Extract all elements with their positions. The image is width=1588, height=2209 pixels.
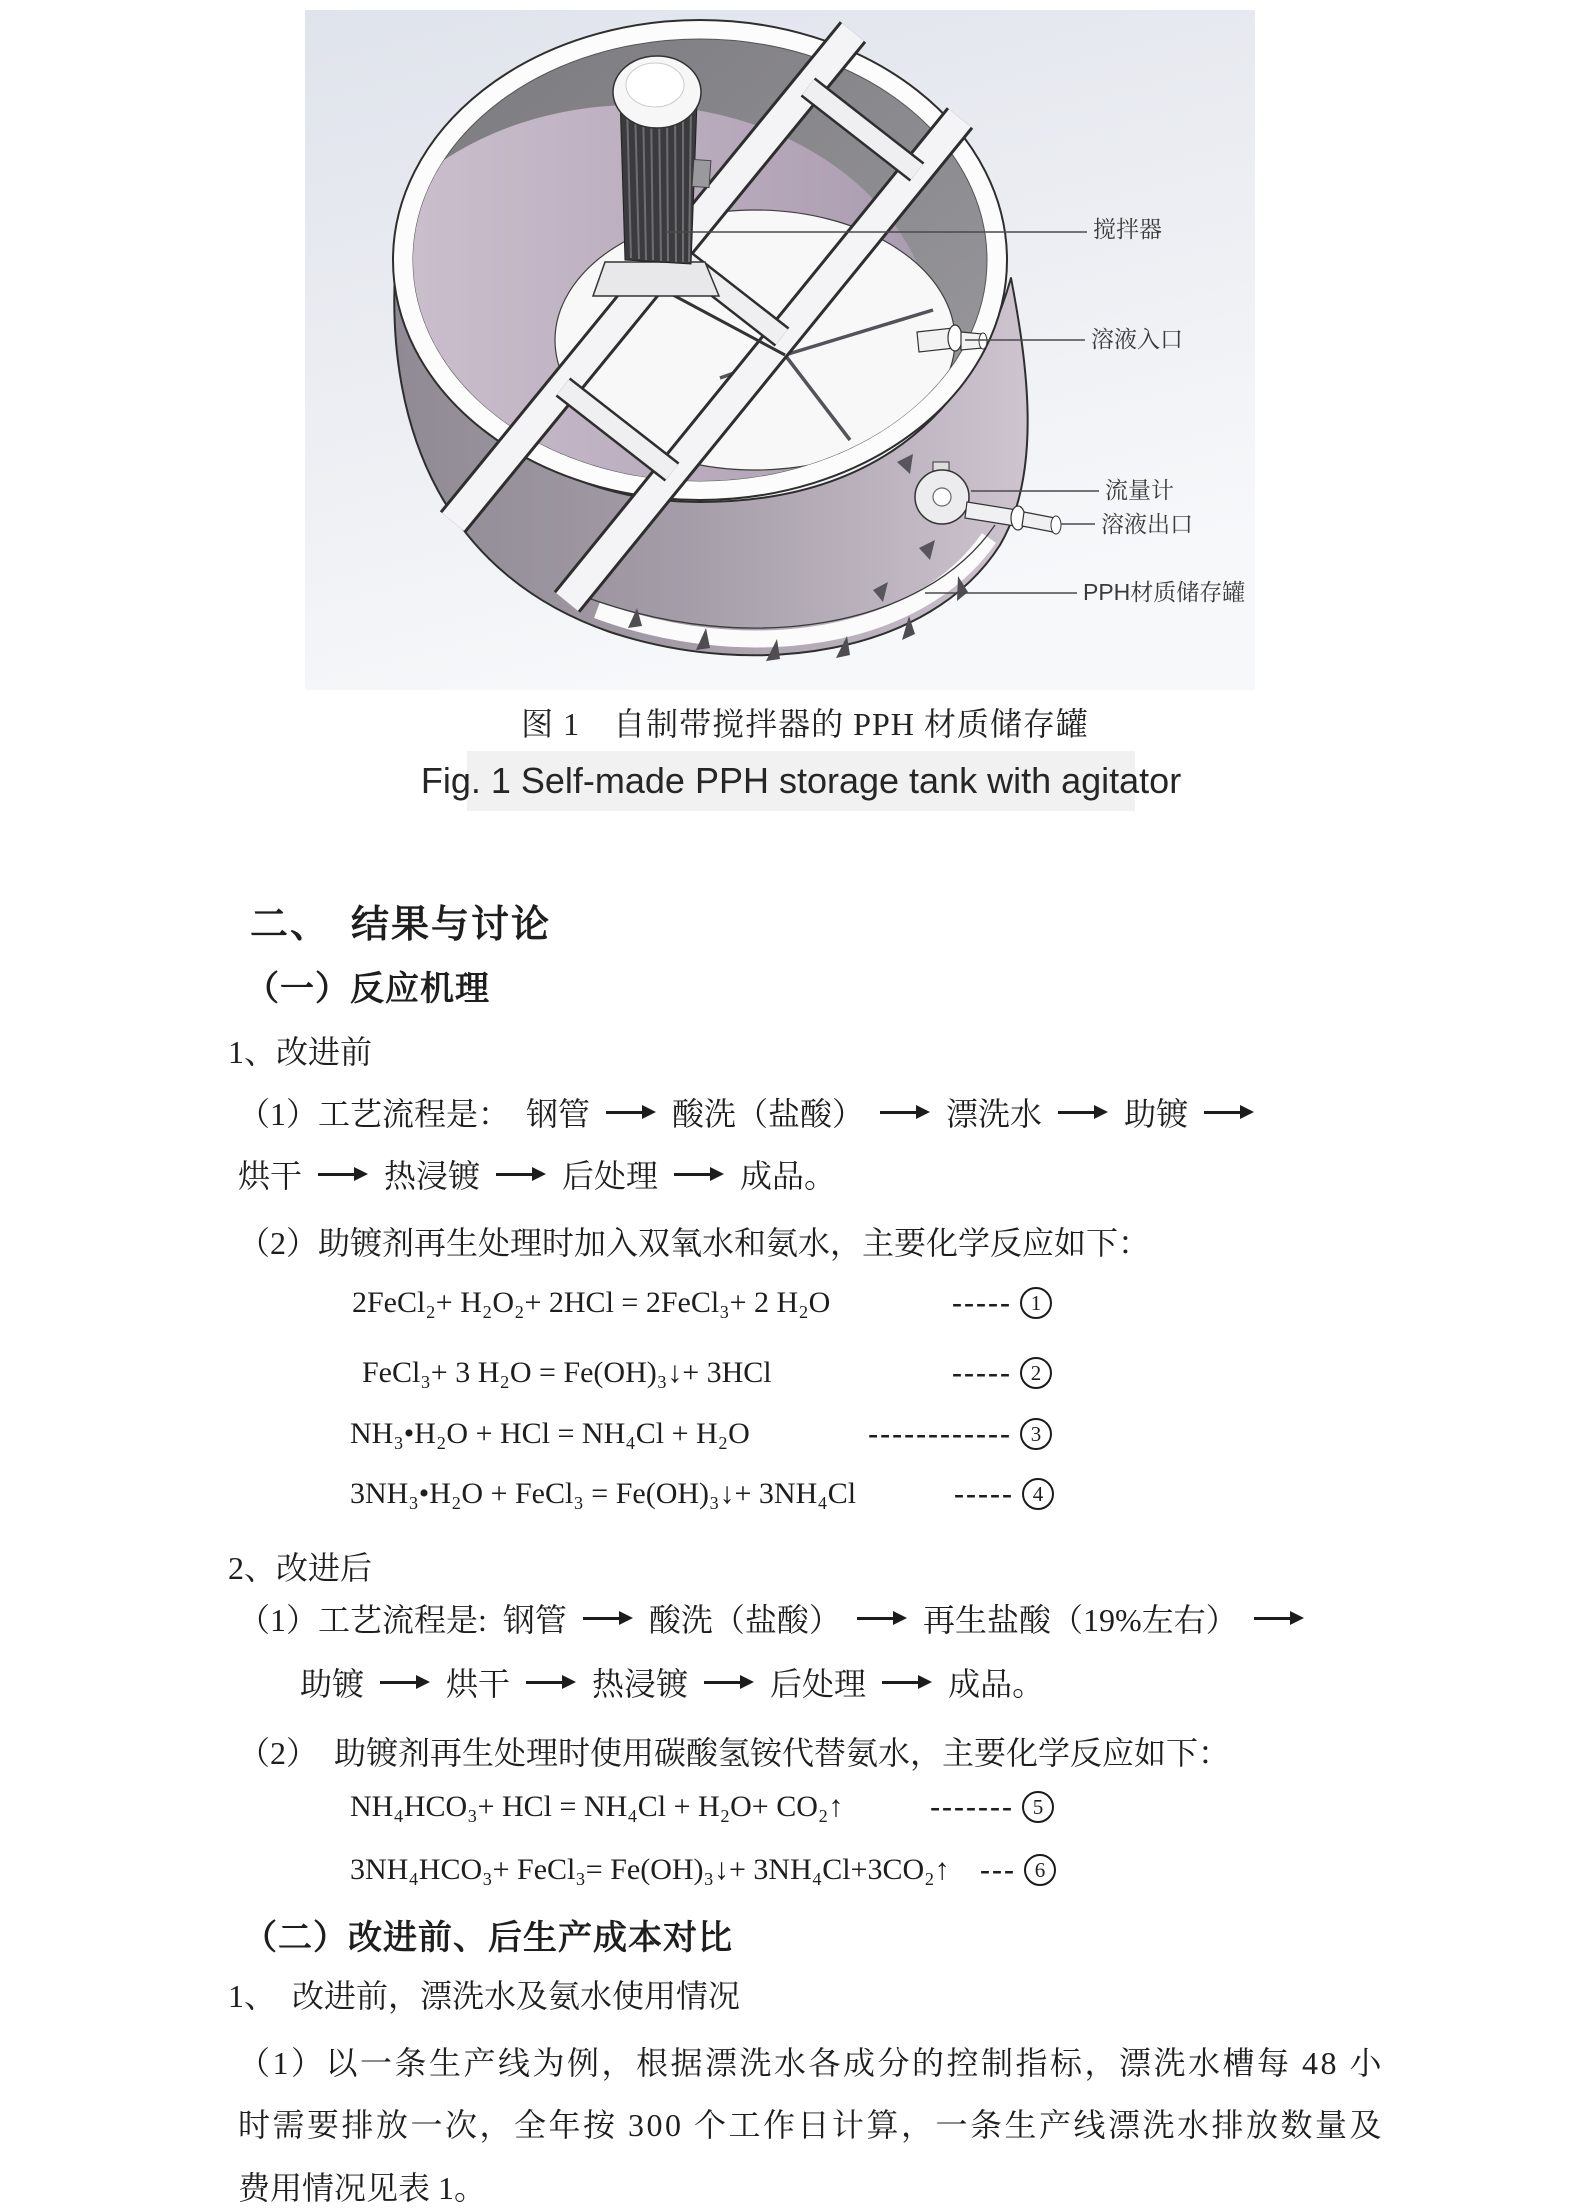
flow-step: 助镀 [300,1666,365,1702]
equation-formula: 2FeCl₂+ H₂O₂+ 2HCl = 2FeCl₃+ 2 H₂O [352,1286,831,1319]
para-cost-line3: 费用情况见表 1。 [238,2170,487,2206]
label-flow-meter: 流量计 [1105,477,1174,503]
process-flow-before-line2 [238,1151,836,1197]
equation-5 [350,1790,1054,1824]
equation-tail [952,1286,1052,1320]
flow-step: 烘干 [238,1158,303,1194]
process-flow-after-line2 [300,1659,1044,1705]
equation-dashes: ------- [930,1790,1014,1823]
label-agitator: 搅拌器 [1093,216,1162,242]
subsection-reaction-mechanism: （一）反应机理 [245,971,490,1008]
para-flux-regeneration-after: （2） 助镀剂再生处理时使用碳酸氢铵代替氨水，主要化学反应如下： [238,1735,1231,1771]
flow-arrow-icon [496,1165,546,1183]
flow-prefix: （1）工艺流程是: [238,1602,487,1638]
equation-4 [350,1477,1054,1511]
flow-arrow-icon [380,1673,430,1691]
figure-1-image [305,10,1255,690]
figure-caption-en: Fig. 1 Self-made PPH storage tank with agitator [467,751,1135,811]
equation-tail [952,1356,1052,1390]
flow-arrow-icon [857,1609,907,1627]
flow-arrow-icon [674,1165,724,1183]
flow-step: 烘干 [446,1666,511,1702]
flow-arrow-icon [526,1673,576,1691]
equation-number-circle: 4 [1022,1478,1054,1510]
equation-6 [350,1853,1056,1887]
flow-step: 后处理 [770,1666,867,1702]
equation-number-circle: 5 [1022,1791,1054,1823]
process-flow-after-line1 [238,1595,1304,1641]
process-flow-before-line1 [238,1089,1254,1135]
flow-prefix: （1）工艺流程是： [238,1096,511,1132]
equation-number-circle: 3 [1020,1418,1052,1450]
equation-tail [868,1417,1052,1451]
section-heading-results: 二、 结果与讨论 [250,904,552,946]
subsection-cost-comparison: （二）改进前、后生产成本对比 [243,1920,733,1957]
equation-dashes: ----- [954,1477,1014,1510]
para-cost-line2: 时需要排放一次，全年按 300 个工作日计算，一条生产线漂洗水排放数量及 [238,2107,1385,2143]
flow-step: 酸洗（盐酸） [648,1602,841,1638]
para-flux-regeneration-before: （2）助镀剂再生处理时加入双氧水和氨水，主要化学反应如下： [238,1225,1151,1261]
label-solution-outlet: 溶液出口 [1101,511,1193,537]
equation-formula: FeCl₃+ 3 H₂O = Fe(OH)₃↓+ 3HCl [362,1356,772,1389]
flow-arrow-icon [704,1673,754,1691]
flow-step: 助镀 [1124,1096,1189,1132]
equation-formula: 3NH₃•H₂O + FeCl₃ = Fe(OH)₃↓+ 3NH₄Cl [350,1477,857,1510]
item-after-improvement: 2、改进后 [228,1550,373,1586]
flow-arrow-icon [1254,1609,1304,1627]
flow-arrow-icon [882,1673,932,1691]
figure-caption-zh: 图 1 自制带搅拌器的 PPH 材质储存罐 [521,706,1089,742]
equation-formula: NH₃•H₂O + HCl = NH₄Cl + H₂O [350,1417,750,1450]
item-before-improvement: 1、改进前 [228,1034,373,1070]
equation-dashes: ----- [952,1286,1012,1319]
equation-tail [930,1790,1054,1824]
equation-dashes: --- [980,1853,1016,1886]
flow-arrow-icon [1204,1103,1254,1121]
equation-dashes: ----- [952,1356,1012,1389]
flow-step: 漂洗水 [946,1096,1043,1132]
label-solution-inlet: 溶液入口 [1091,326,1183,352]
flow-step: 热浸镀 [384,1158,481,1194]
flow-step: 热浸镀 [592,1666,689,1702]
equation-1 [352,1286,1052,1320]
flow-arrow-icon [880,1103,930,1121]
flow-arrow-icon [318,1165,368,1183]
equation-tail [980,1853,1056,1887]
flow-arrow-icon [606,1103,656,1121]
flow-arrow-icon [1058,1103,1108,1121]
equation-number-circle: 1 [1020,1287,1052,1319]
equation-3 [350,1417,1052,1451]
equation-formula: NH₄HCO₃+ HCl = NH₄Cl + H₂O+ CO₂↑ [350,1790,844,1823]
flow-step: 钢管 [502,1602,567,1638]
flow-step: 酸洗（盐酸） [672,1096,865,1132]
flow-step: 再生盐酸（19%左右） [922,1602,1238,1638]
equation-formula: 3NH₄HCO₃+ FeCl₃= Fe(OH)₃↓+ 3NH₄Cl+3CO₂↑ [350,1853,950,1886]
equation-tail [954,1477,1054,1511]
flow-step: 后处理 [562,1158,659,1194]
para-cost-line1: （1）以一条生产线为例，根据漂洗水各成分的控制指标，漂洗水槽每 48 小 [238,2045,1385,2081]
equation-number-circle: 2 [1020,1357,1052,1389]
equation-2 [362,1356,1052,1390]
flow-step: 成品。 [948,1666,1045,1702]
flow-arrow-icon [583,1609,633,1627]
equation-dashes: ------------ [868,1417,1012,1450]
flow-step: 钢管 [526,1096,591,1132]
equation-number-circle: 6 [1024,1854,1056,1886]
flow-step: 成品。 [740,1158,837,1194]
label-pph-tank: PPH材质储存罐 [1083,579,1246,605]
item-cost-before: 1、 改进前，漂洗水及氨水使用情况 [228,1978,741,2014]
